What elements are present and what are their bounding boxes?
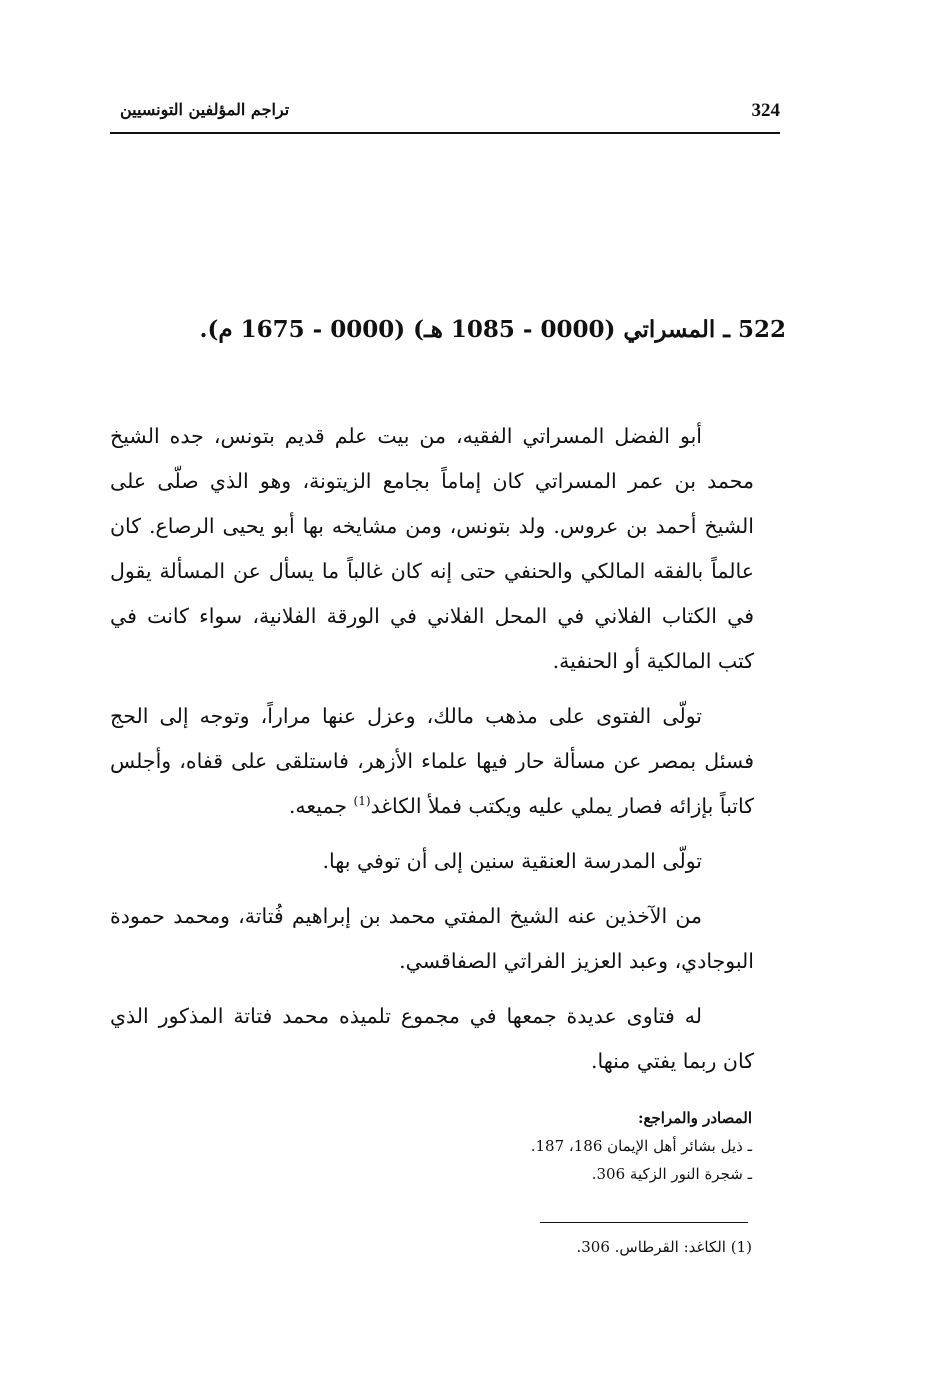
body-text-run: جميعه.: [288, 794, 354, 818]
body-paragraph: له فتاوى عديدة جمعها في مجموع تلميذه محمد فتاتة المذكور الذي كان ربما يفتي منها.: [110, 1004, 754, 1073]
source-item: ـ شجرة النور الزكية 306.: [591, 1165, 752, 1183]
body-paragraph: أبو الفضل المسراتي الفقيه، من بيت علم قديم بتونس، جده الشيخ محمد بن عمر المسراتي كان إماماً بجامع الزيتونة، وهو الذي صلّى على الشيخ أحمد بن عروس. ولد بتونس، ومن مشايخه بها أبو يحيى الرصاع. كان عالماً بالفقه المالكي والحنفي حتى إنه كان غالباً ما يسأل عن المسألة يقول في الكتاب الفلاني في المحل الفلاني في الورقة الفلانية، سواء كانت في كتب المالكية أو الحنفية.: [110, 424, 754, 673]
body-paragraph: [110, 694, 754, 829]
sources-section: [110, 1104, 752, 1188]
body-paragraph: تولّى المدرسة العنقية سنين إلى أن توفي بها.: [322, 849, 702, 873]
footnote: (1) الكاغد: القرطاس. 306.: [576, 1238, 752, 1256]
footnote-reference[interactable]: (1): [353, 794, 371, 809]
body-paragraph: من الآخذين عنه الشيخ المفتي محمد بن إبراهيم فُتاتة، ومحمد حمودة البوجادي، وعبد العزيز الفراتي الصفاقسي.: [110, 904, 754, 973]
body-text-run: تولّى الفتوى على مذهب مالك، وعزل عنها مراراً، وتوجه إلى الحج فسئل بمصر عن مسألة حار فيها علماء الأزهر، فاستلقى على قفاه، وأجلس كاتباً بإزائه فصار يملي عليه ويكتب فملأ الكاغد: [110, 704, 754, 818]
running-title: تراجم المؤلفين التونسيين: [120, 100, 290, 119]
running-header: [110, 98, 780, 134]
source-item: ـ ذيل بشائر أهل الإيمان 186، 187.: [530, 1137, 752, 1155]
entry-title: 522 ـ المسراتي (0000 - 1085 هـ) (0000 - 1675 م).: [199, 316, 786, 343]
entry-body: [110, 414, 754, 1094]
page-number: 324: [751, 100, 780, 121]
footnote-divider: [540, 1222, 748, 1223]
sources-heading: المصادر والمراجع:: [637, 1109, 752, 1127]
